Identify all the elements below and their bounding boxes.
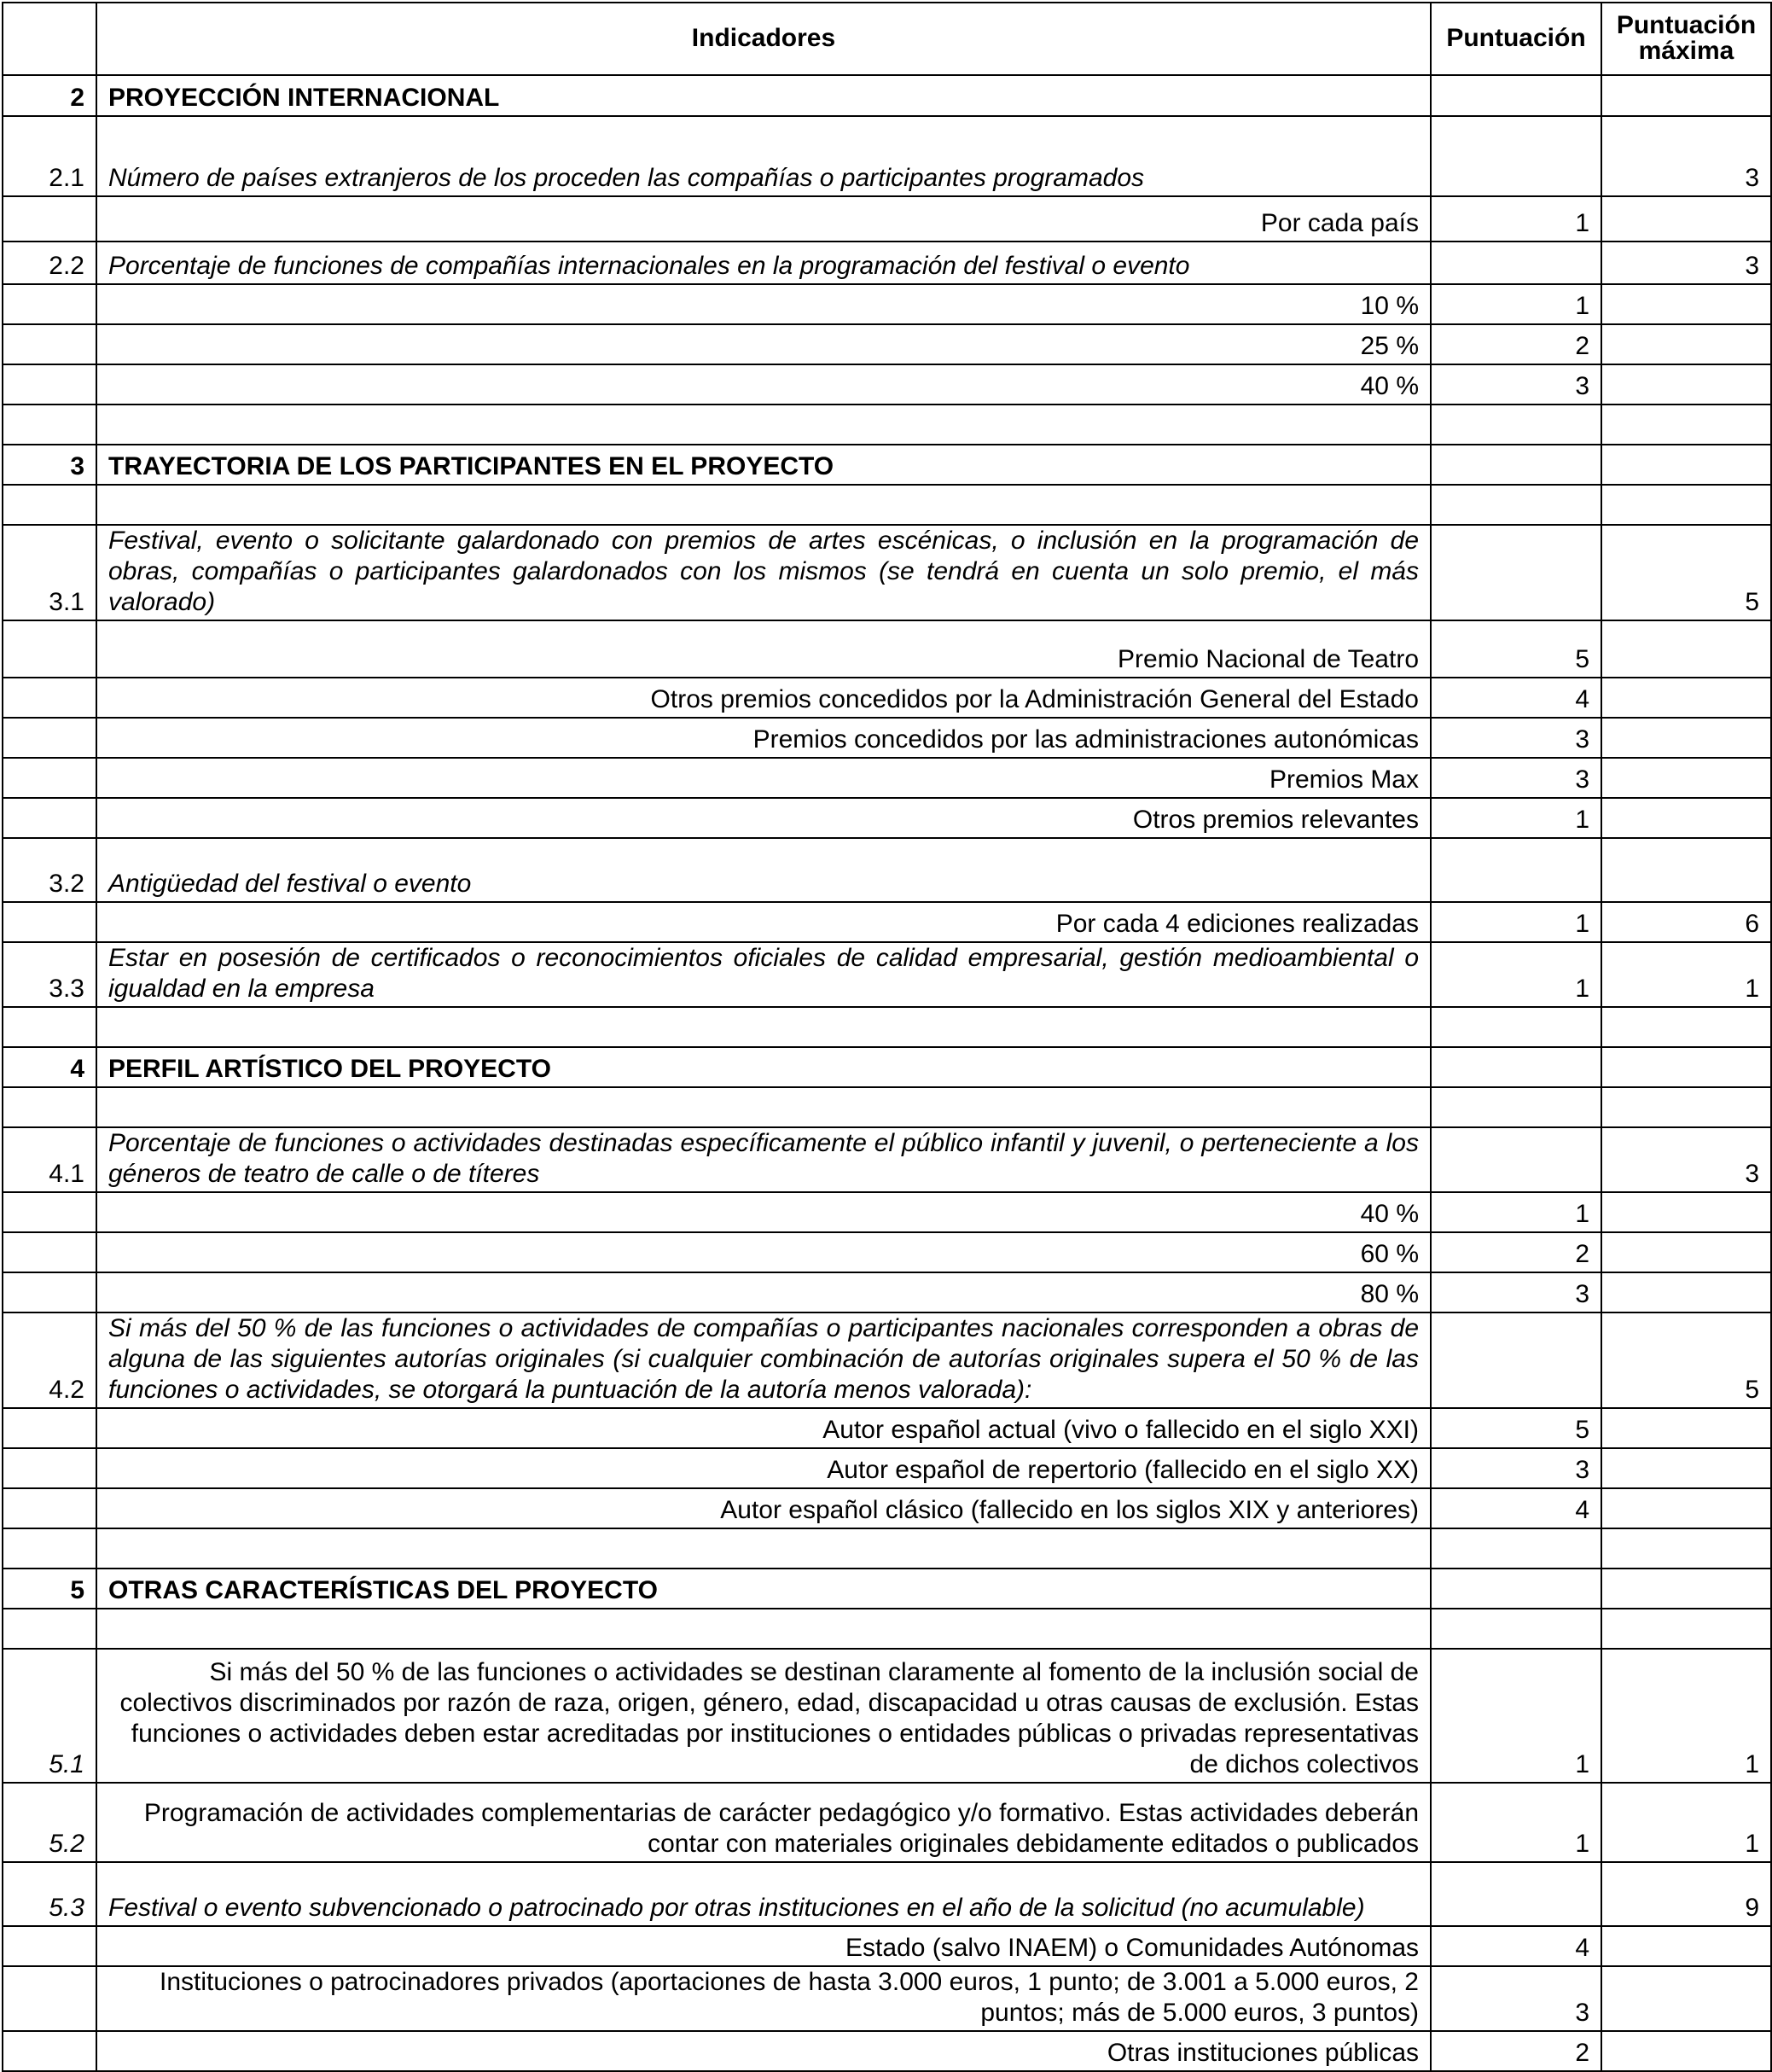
table-header-row xyxy=(3,3,1771,75)
header-num xyxy=(3,3,96,75)
row-points: 4 xyxy=(1431,1926,1601,1966)
row-num xyxy=(3,798,96,838)
row-num: 3.2 xyxy=(3,838,96,902)
row-max-points xyxy=(1601,1047,1771,1087)
row-max-points: 3 xyxy=(1601,242,1771,284)
table-row xyxy=(3,405,1771,445)
row-num xyxy=(3,1272,96,1312)
table-row xyxy=(3,1007,1771,1047)
row-points: 2 xyxy=(1431,2031,1601,2071)
row-num: 5.1 xyxy=(3,1649,96,1783)
row-text: Programación de actividades complementarias de carácter pedagógico y/o formativo. Estas actividades deberán contar con materiales originales debidamente editados o publicados xyxy=(96,1783,1431,1862)
row-max-points xyxy=(1601,1087,1771,1127)
row-points: 2 xyxy=(1431,1232,1601,1272)
row-points: 3 xyxy=(1431,1966,1601,2031)
row-max-points xyxy=(1601,1007,1771,1047)
row-max-points xyxy=(1601,1609,1771,1649)
table-row xyxy=(3,1569,1771,1609)
row-max-points xyxy=(1601,718,1771,758)
row-max-points xyxy=(1601,324,1771,364)
row-text xyxy=(96,1609,1431,1649)
row-points: 5 xyxy=(1431,1408,1601,1448)
row-points: 1 xyxy=(1431,902,1601,942)
table-row xyxy=(3,1488,1771,1528)
table-row xyxy=(3,718,1771,758)
row-text: Autor español de repertorio (fallecido en el siglo XX) xyxy=(96,1448,1431,1488)
row-text: TRAYECTORIA DE LOS PARTICIPANTES EN EL PROYECTO xyxy=(96,445,1431,485)
row-num xyxy=(3,902,96,942)
table-row xyxy=(3,1448,1771,1488)
row-text xyxy=(96,405,1431,445)
row-text: Premios Max xyxy=(96,758,1431,798)
table-row xyxy=(3,196,1771,242)
table-row xyxy=(3,1272,1771,1312)
row-points xyxy=(1431,1087,1601,1127)
row-text xyxy=(96,1528,1431,1569)
row-text: Otros premios concedidos por la Administración General del Estado xyxy=(96,678,1431,718)
row-points xyxy=(1431,405,1601,445)
row-max-points: 5 xyxy=(1601,525,1771,620)
row-num xyxy=(3,758,96,798)
row-max-points xyxy=(1601,1408,1771,1448)
row-max-points xyxy=(1601,1448,1771,1488)
row-points: 3 xyxy=(1431,1272,1601,1312)
table-row xyxy=(3,678,1771,718)
row-text: PERFIL ARTÍSTICO DEL PROYECTO xyxy=(96,1047,1431,1087)
row-num: 3.1 xyxy=(3,525,96,620)
row-points: 4 xyxy=(1431,678,1601,718)
row-text: Autor español clásico (fallecido en los siglos XIX y anteriores) xyxy=(96,1488,1431,1528)
row-max-points xyxy=(1601,2031,1771,2071)
table-row xyxy=(3,758,1771,798)
header-puntuacion: Puntuación xyxy=(1431,3,1601,75)
row-points: 5 xyxy=(1431,620,1601,678)
row-max-points xyxy=(1601,445,1771,485)
row-num: 4.1 xyxy=(3,1127,96,1192)
table-row xyxy=(3,1192,1771,1232)
row-points: 1 xyxy=(1431,942,1601,1007)
row-num xyxy=(3,2031,96,2071)
row-max-points xyxy=(1601,196,1771,242)
row-text: Por cada país xyxy=(96,196,1431,242)
row-max-points xyxy=(1601,838,1771,902)
row-max-points xyxy=(1601,678,1771,718)
row-points xyxy=(1431,1528,1601,1569)
row-points xyxy=(1431,242,1601,284)
row-num: 4.2 xyxy=(3,1312,96,1408)
table-row xyxy=(3,1649,1771,1783)
row-points xyxy=(1431,1127,1601,1192)
row-points xyxy=(1431,445,1601,485)
row-text: Festival, evento o solicitante galardonado con premios de artes escénicas, o inclusión en la programación de obras, compañías o participantes galardonados con los mismos (se tendrá en cuenta un solo premio, el más valorado) xyxy=(96,525,1431,620)
row-num xyxy=(3,405,96,445)
row-text: Autor español actual (vivo o fallecido en el siglo XXI) xyxy=(96,1408,1431,1448)
row-text: Premios concedidos por las administraciones autonómicas xyxy=(96,718,1431,758)
row-max-points: 5 xyxy=(1601,1312,1771,1408)
row-text: Festival o evento subvencionado o patrocinado por otras instituciones en el año de la solicitud (no acumulable) xyxy=(96,1862,1431,1926)
row-text: Antigüedad del festival o evento xyxy=(96,838,1431,902)
row-max-points xyxy=(1601,284,1771,324)
row-max-points xyxy=(1601,1192,1771,1232)
row-text: 10 % xyxy=(96,284,1431,324)
table-row xyxy=(3,1609,1771,1649)
row-num xyxy=(3,364,96,405)
row-num xyxy=(3,1528,96,1569)
table-row xyxy=(3,116,1771,196)
table-row xyxy=(3,75,1771,116)
row-points: 3 xyxy=(1431,718,1601,758)
row-points xyxy=(1431,525,1601,620)
row-num: 5.2 xyxy=(3,1783,96,1862)
row-num: 3.3 xyxy=(3,942,96,1007)
row-points xyxy=(1431,75,1601,116)
row-num xyxy=(3,678,96,718)
row-points xyxy=(1431,485,1601,525)
row-max-points: 3 xyxy=(1601,1127,1771,1192)
row-max-points: 1 xyxy=(1601,1649,1771,1783)
row-max-points xyxy=(1601,75,1771,116)
table-row xyxy=(3,242,1771,284)
row-num xyxy=(3,324,96,364)
table-row xyxy=(3,838,1771,902)
row-max-points: 6 xyxy=(1601,902,1771,942)
row-text: Si más del 50 % de las funciones o actividades se destinan claramente al fomento de la inclusión social de colectivos discriminados por razón de raza, origen, género, edad, discapacidad u otras causas de exclusión. Estas funciones o actividades deben estar acreditadas por instituciones o entidades públicas o privadas representativas de dichos colectivos xyxy=(96,1649,1431,1783)
row-text: Otras instituciones públicas xyxy=(96,2031,1431,2071)
row-text xyxy=(96,1007,1431,1047)
row-num xyxy=(3,485,96,525)
table-row xyxy=(3,2031,1771,2071)
row-text: Premio Nacional de Teatro xyxy=(96,620,1431,678)
row-points: 1 xyxy=(1431,284,1601,324)
table-row xyxy=(3,620,1771,678)
row-text xyxy=(96,485,1431,525)
row-num: 5 xyxy=(3,1569,96,1609)
row-points: 4 xyxy=(1431,1488,1601,1528)
table-row xyxy=(3,1966,1771,2031)
row-num xyxy=(3,284,96,324)
header-indicadores: Indicadores xyxy=(96,3,1431,75)
row-text: 40 % xyxy=(96,364,1431,405)
row-points: 1 xyxy=(1431,1783,1601,1862)
row-num xyxy=(3,1007,96,1047)
row-num xyxy=(3,1087,96,1127)
row-max-points: 3 xyxy=(1601,116,1771,196)
row-max-points xyxy=(1601,1272,1771,1312)
row-text: Número de países extranjeros de los proceden las compañías o participantes programados xyxy=(96,116,1431,196)
row-points: 1 xyxy=(1431,1192,1601,1232)
row-num xyxy=(3,1408,96,1448)
table-row xyxy=(3,942,1771,1007)
row-num xyxy=(3,1232,96,1272)
table-row xyxy=(3,1047,1771,1087)
row-num: 2 xyxy=(3,75,96,116)
row-text: 25 % xyxy=(96,324,1431,364)
row-max-points xyxy=(1601,1569,1771,1609)
row-num: 3 xyxy=(3,445,96,485)
row-max-points xyxy=(1601,1966,1771,2031)
row-num: 2.2 xyxy=(3,242,96,284)
row-max-points xyxy=(1601,485,1771,525)
table-row xyxy=(3,798,1771,838)
table-row xyxy=(3,1127,1771,1192)
row-points: 1 xyxy=(1431,1649,1601,1783)
row-max-points: 1 xyxy=(1601,1783,1771,1862)
row-text: Otros premios relevantes xyxy=(96,798,1431,838)
row-num: 5.3 xyxy=(3,1862,96,1926)
row-num xyxy=(3,1448,96,1488)
row-num xyxy=(3,718,96,758)
row-text xyxy=(96,1087,1431,1127)
row-points xyxy=(1431,116,1601,196)
table-row xyxy=(3,364,1771,405)
row-max-points: 9 xyxy=(1601,1862,1771,1926)
row-text: Estar en posesión de certificados o reconocimientos oficiales de calidad empresarial, gestión medioambiental o igualdad en la empresa xyxy=(96,942,1431,1007)
row-num xyxy=(3,1488,96,1528)
row-points xyxy=(1431,1007,1601,1047)
row-text: Porcentaje de funciones de compañías internacionales en la programación del festival o evento xyxy=(96,242,1431,284)
row-points xyxy=(1431,1862,1601,1926)
row-points: 3 xyxy=(1431,758,1601,798)
row-max-points xyxy=(1601,620,1771,678)
row-text: 40 % xyxy=(96,1192,1431,1232)
row-points xyxy=(1431,838,1601,902)
row-points: 2 xyxy=(1431,324,1601,364)
row-num xyxy=(3,196,96,242)
table-row xyxy=(3,445,1771,485)
table-row xyxy=(3,1232,1771,1272)
row-text: OTRAS CARACTERÍSTICAS DEL PROYECTO xyxy=(96,1569,1431,1609)
row-points xyxy=(1431,1569,1601,1609)
table-row xyxy=(3,1408,1771,1448)
row-text: 80 % xyxy=(96,1272,1431,1312)
row-num xyxy=(3,1192,96,1232)
table-row xyxy=(3,284,1771,324)
row-text: Por cada 4 ediciones realizadas xyxy=(96,902,1431,942)
criteria-table xyxy=(2,2,1772,2072)
row-points: 3 xyxy=(1431,364,1601,405)
row-points: 3 xyxy=(1431,1448,1601,1488)
row-num: 2.1 xyxy=(3,116,96,196)
row-text: PROYECCIÓN INTERNACIONAL xyxy=(96,75,1431,116)
row-points xyxy=(1431,1047,1601,1087)
row-points xyxy=(1431,1609,1601,1649)
table-row xyxy=(3,1087,1771,1127)
table-row xyxy=(3,525,1771,620)
row-text: Si más del 50 % de las funciones o actividades de compañías o participantes nacionales corresponden a obras de alguna de las siguientes autorías originales (si cualquier combinación de autorías originales supera el 50 % de las funciones o actividades, se otorgará la puntuación de la autoría menos valorada): xyxy=(96,1312,1431,1408)
table-row xyxy=(3,902,1771,942)
row-max-points xyxy=(1601,364,1771,405)
table-row xyxy=(3,485,1771,525)
table-row xyxy=(3,1862,1771,1926)
table-row xyxy=(3,1528,1771,1569)
row-max-points xyxy=(1601,405,1771,445)
table-row xyxy=(3,1783,1771,1862)
table-row xyxy=(3,324,1771,364)
table-row xyxy=(3,1312,1771,1408)
row-points xyxy=(1431,1312,1601,1408)
row-max-points: 1 xyxy=(1601,942,1771,1007)
row-max-points xyxy=(1601,1232,1771,1272)
row-num xyxy=(3,1966,96,2031)
row-text: Estado (salvo INAEM) o Comunidades Autónomas xyxy=(96,1926,1431,1966)
row-text: 60 % xyxy=(96,1232,1431,1272)
row-num: 4 xyxy=(3,1047,96,1087)
row-max-points xyxy=(1601,1488,1771,1528)
row-max-points xyxy=(1601,1528,1771,1569)
row-num xyxy=(3,1609,96,1649)
header-puntuacion-maxima: Puntuación máxima xyxy=(1601,3,1771,75)
row-num xyxy=(3,620,96,678)
row-num xyxy=(3,1926,96,1966)
row-max-points xyxy=(1601,1926,1771,1966)
row-text: Instituciones o patrocinadores privados (aportaciones de hasta 3.000 euros, 1 punto; de 3.001 a 5.000 euros, 2 puntos; más de 5.000 euros, 3 puntos) xyxy=(96,1966,1431,2031)
row-points: 1 xyxy=(1431,196,1601,242)
row-points: 1 xyxy=(1431,798,1601,838)
table-row xyxy=(3,1926,1771,1966)
row-max-points xyxy=(1601,758,1771,798)
row-max-points xyxy=(1601,798,1771,838)
row-text: Porcentaje de funciones o actividades destinadas específicamente el público infantil y juvenil, o perteneciente a los géneros de teatro de calle o de títeres xyxy=(96,1127,1431,1192)
